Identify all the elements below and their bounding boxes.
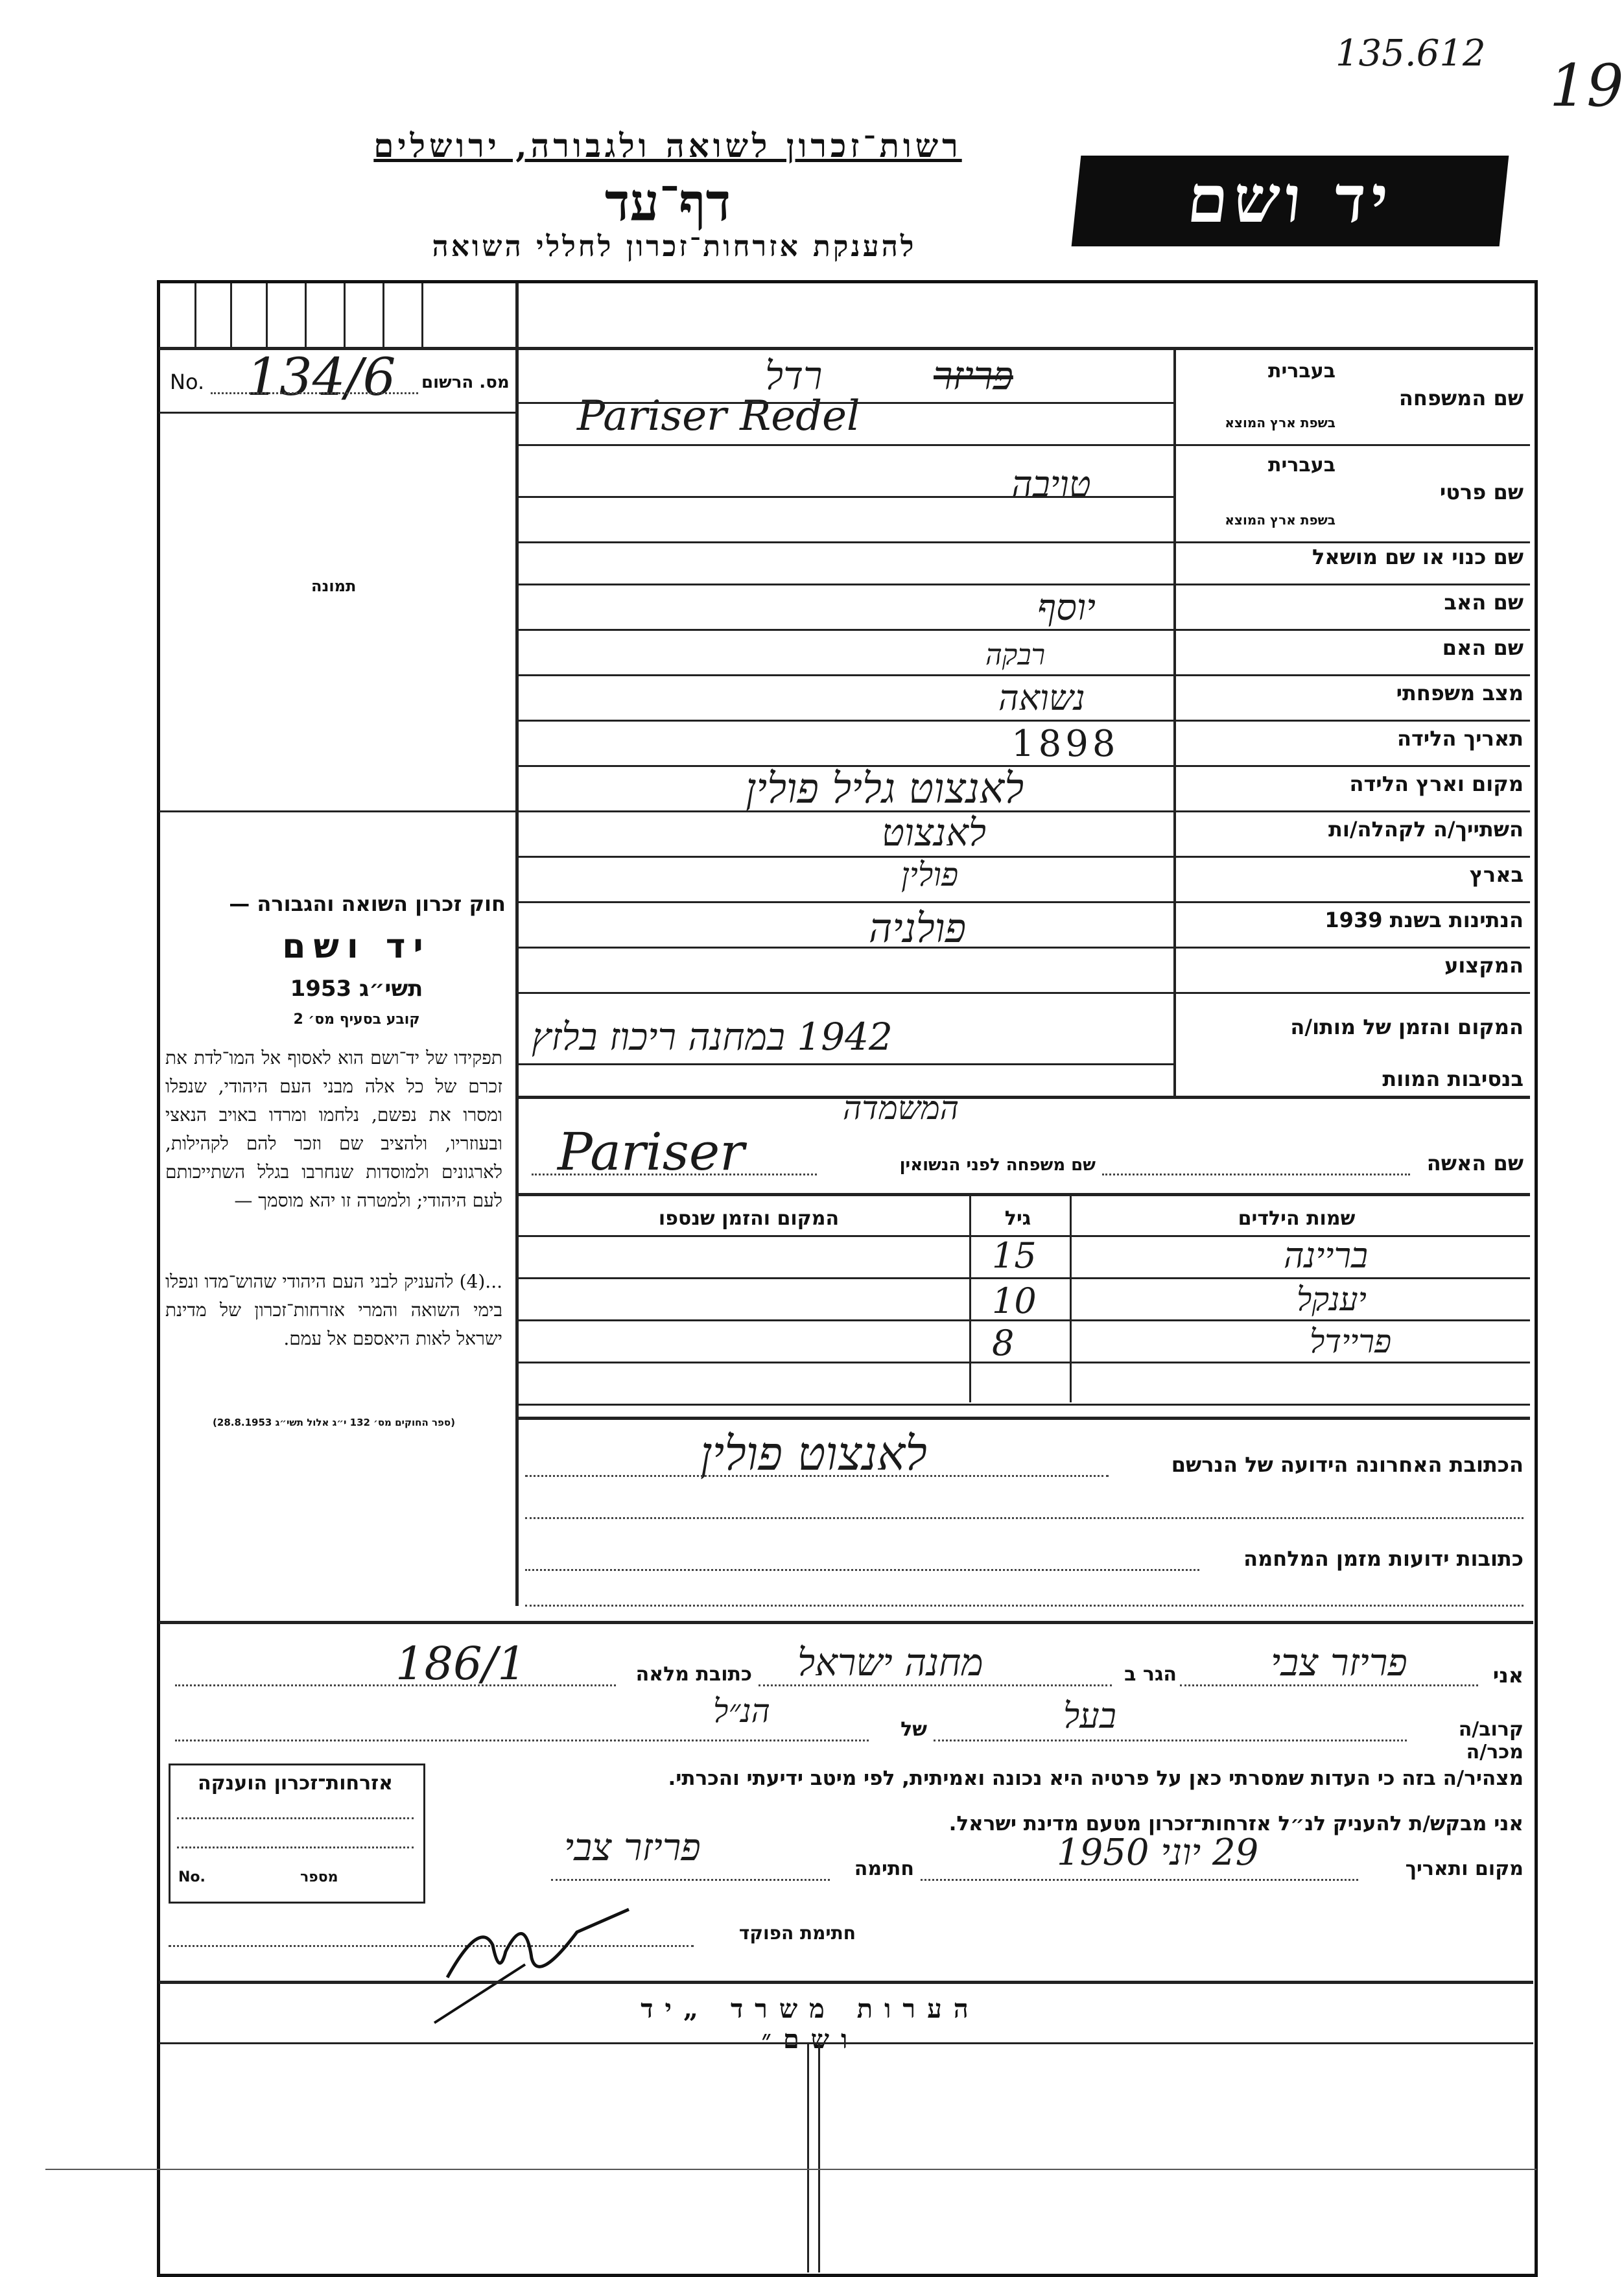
birth-place-value: לאנצוט גליל פולין [746,765,1024,813]
country-label: בארץ [1469,862,1524,887]
law-source: (ספר החוקים מס׳ 132 י״ג אלול תשי״ג 28.8.1953) [213,1417,455,1428]
reg-no-line [211,392,418,394]
strip-box-line [305,283,307,348]
label-column-divider [1173,350,1176,1096]
birth-date-value: 1898 [1011,723,1120,765]
strip-box-line [382,283,384,348]
relation-value: בעל [1063,1695,1116,1736]
scan-edge-line [45,2169,1536,2170]
strip-box-line [344,283,346,348]
row-line [519,810,1530,812]
lives-in-value: מחנה ישראל [797,1640,983,1684]
children-col-line [1070,1195,1072,1402]
request-text: אני מבקש/ת להעניק לנ״ל אזרחות־זכרון מטעם מדינת ישראל. [948,1812,1524,1835]
last-address-line [525,1475,1109,1477]
war-addresses-label: כתובות ידועות מזמן המלחמה [1243,1546,1524,1571]
signature-line [551,1879,830,1881]
authority-name: רשות־זכרון לשואה ולגבורה, ירושלים [373,126,962,165]
law-year: תשי״ג 1953 [290,976,423,1002]
strip-box-line [421,283,423,348]
law-text: תפקידו של יד־ושם הוא לאסוף אל המו־לדת את זכרם של כל אלה מבני העם היהודי, שנפלו ומסרו את נפשם, נלחמו ומרדו באויב הנאצי ובעוזריו, ולהציב שם וזכר להם לקהילות, לארגונים ולמוסדות שנחרבו בגלל השתייכותם לעם היהודי; ולמטרה זו יהא מוסמך — [165,1047,502,1211]
child-2-name: יענקל [1297,1280,1367,1318]
country-value: פולין [901,856,959,893]
citizenship-granted-title: אזרחות־זכרון הוענקה [197,1772,394,1795]
community-label: השתייך/ה לקהלה/ות [1328,817,1524,842]
row-line [519,901,1530,903]
profession-label: המקצוע [1444,953,1524,978]
declarant-name: פריזר צבי [1271,1640,1407,1684]
first-name-origin-sublabel: בשפת ארץ המוצא [1225,512,1336,528]
surname-hebrew-sublabel: בעברית [1268,360,1336,383]
row-line [519,541,1530,543]
child-3-name: פריידל [1310,1323,1392,1360]
children-row-line [519,1277,1530,1279]
office-notes-divider [159,2042,1533,2044]
death-place-value: 1942 במחנה ריכוז בלזץ [532,1015,893,1059]
strip-box-line [194,283,196,348]
death-circumstances-value: המשמדה [843,1089,959,1127]
law-name: יד ושם [282,927,431,966]
children-row-line [519,1362,1530,1363]
last-address-value: לאנצוט פולין [700,1426,927,1481]
surname-origin-sublabel: בשפת ארץ המוצא [1225,415,1336,431]
row-line [519,720,1530,722]
office-notes-title: הערות משרד „יד ושם״ [641,1994,980,2055]
place-date-label: מקום ותאריך [1405,1858,1524,1880]
law-title: חוק זכרון השואה והגבורה — [229,891,506,916]
section-divider [519,1417,1530,1420]
citizenship-no-label: מספר [300,1869,338,1885]
form-subtitle: להענקת אזרחות־זכרון לחללי השואה [432,230,917,263]
office-notes-col-line [807,2042,809,2272]
signature-label: חתימה [854,1858,914,1880]
citizenship-granted-box [169,1764,425,1904]
page-number: 19 [1549,52,1624,120]
full-address-label: כתובת מלאה [635,1663,752,1686]
row-line [519,992,1530,994]
citizenship-box-line [177,1817,414,1819]
reg-no-divider [159,412,517,414]
relation-line [934,1740,1407,1741]
citizenship-box-line [177,1846,414,1848]
citizenship-label: הנתינות בשנת 1939 [1324,908,1524,932]
child-1-name: בריינה [1284,1235,1369,1276]
death-place-label: המקום והזמן של מותו/ה [1290,1015,1524,1039]
row-line [519,584,1530,585]
row-line [519,496,1173,498]
child-3-age: 8 [992,1323,1015,1363]
spouse-line [1102,1174,1410,1175]
row-line [519,402,1173,404]
row-line [519,674,1530,676]
lives-in-label: הגר ב [1124,1663,1177,1686]
reg-no-value: 134/6 [246,347,396,407]
first-name-label: שם פרטי [1439,480,1524,504]
last-address-label: הכתובת האחרונה הידועה של הנרשם [1171,1452,1524,1477]
full-address-line [175,1684,616,1686]
last-address-line-2 [525,1517,1524,1519]
logo-text: יד ושם [1184,161,1397,237]
row-line [519,947,1530,949]
father-name-label: שם האב [1444,590,1524,615]
father-name-value: יוסף [1037,587,1096,629]
nickname-label: שם כנוי או שם מושאל [1312,545,1524,569]
declarant-name-line [1180,1684,1478,1686]
war-addresses-line [525,1569,1199,1571]
reg-no-prefix: No. [170,370,205,394]
children-death-header: המקום והזמן שנספו [658,1207,840,1230]
clerk-signature-stroke [447,1909,629,1977]
photo-label: תמונה [311,577,357,595]
row-line [519,1063,1173,1065]
children-age-header: גיל [1004,1207,1031,1230]
relation-label: קרוב/ה מכר/ה [1458,1718,1524,1764]
clerk-signature-label: חתימת הפוקד [738,1922,856,1944]
marital-status-label: מצב משפחתי [1396,681,1524,705]
children-row-line [519,1404,1530,1406]
row-line [519,765,1530,767]
section-divider [519,1096,1530,1099]
mother-name-label: שם האם [1442,635,1524,660]
form-title: דף־עד [604,172,731,233]
section-divider [159,1621,1533,1624]
of-value: הנ״ל [713,1692,770,1730]
surname-value-latin: Pariser Redel [577,392,860,440]
birth-place-label: מקום וארץ הלידה [1349,772,1524,796]
row-line [519,629,1530,631]
row-line [519,856,1530,858]
office-notes-col-line [818,2042,820,2272]
surname-struck-value: פריזר [934,353,1013,399]
first-name-hebrew-sublabel: בעברית [1268,454,1336,477]
declarant-signature: פריזר צבי [564,1825,701,1869]
children-col-line [969,1195,971,1402]
of-line [175,1740,869,1741]
child-2-age: 10 [992,1280,1037,1321]
reg-no-label: מס. הרשום [421,373,510,392]
strip-box-line [230,283,232,348]
spouse-maiden-label: שם משפחה לפני הנשואין [899,1155,1096,1175]
full-address-value: 186/1 [395,1637,526,1690]
first-name-value: טויבה [1011,464,1091,506]
child-1-age: 15 [992,1235,1037,1276]
law-text-clause4: ...(4) להעניק לבני העם היהודי שהוש־מדו ונפלו בימי השואה והמרי אזרחות־זכרון של מדינת ישראל לאות היאספם אל עמם. [165,1271,502,1349]
surname-value-hebrew: רדל [765,353,823,399]
place-date-value: 29 יוני 1950 [1057,1832,1259,1874]
surname-label: שם המשפחה [1398,386,1524,410]
law-clause: קובע בסעיף מס׳ 2 [293,1011,420,1028]
children-names-header: שמות הילדים [1238,1207,1356,1230]
section-divider [159,1981,1533,1984]
spouse-maiden-value: Pariser [558,1122,745,1182]
war-addresses-line-2 [525,1605,1524,1607]
spouse-label: שם האשה [1426,1151,1524,1175]
citizenship-value: פולניה [869,904,967,952]
lives-in-line [759,1684,1112,1686]
community-value: לאנצוט [882,810,987,855]
of-label: של [900,1718,927,1741]
citizenship-no-prefix: No. [178,1869,206,1885]
archive-number: 135.612 [1336,32,1486,75]
strip-box-line [266,283,268,348]
birth-date-label: תאריך הלידה [1396,726,1524,751]
photo-divider [159,810,517,812]
declaration-text: מצהיר/ה בזה כי העדות שמסרתי כאן על פרטיה היא נכונה ואמיתית, לפי מיטב ידיעתי והכרתי. [668,1767,1524,1790]
declarant-i-label: אני [1492,1663,1524,1688]
section-divider [519,1193,1530,1196]
place-date-line [921,1879,1358,1881]
yad-vashem-logo [1072,156,1509,246]
row-line [519,444,1530,446]
marital-status-value: נשואה [998,678,1085,718]
mother-name-value: רבקה [985,639,1046,672]
death-circumstances-label: בנסיבות המוות [1382,1067,1524,1091]
